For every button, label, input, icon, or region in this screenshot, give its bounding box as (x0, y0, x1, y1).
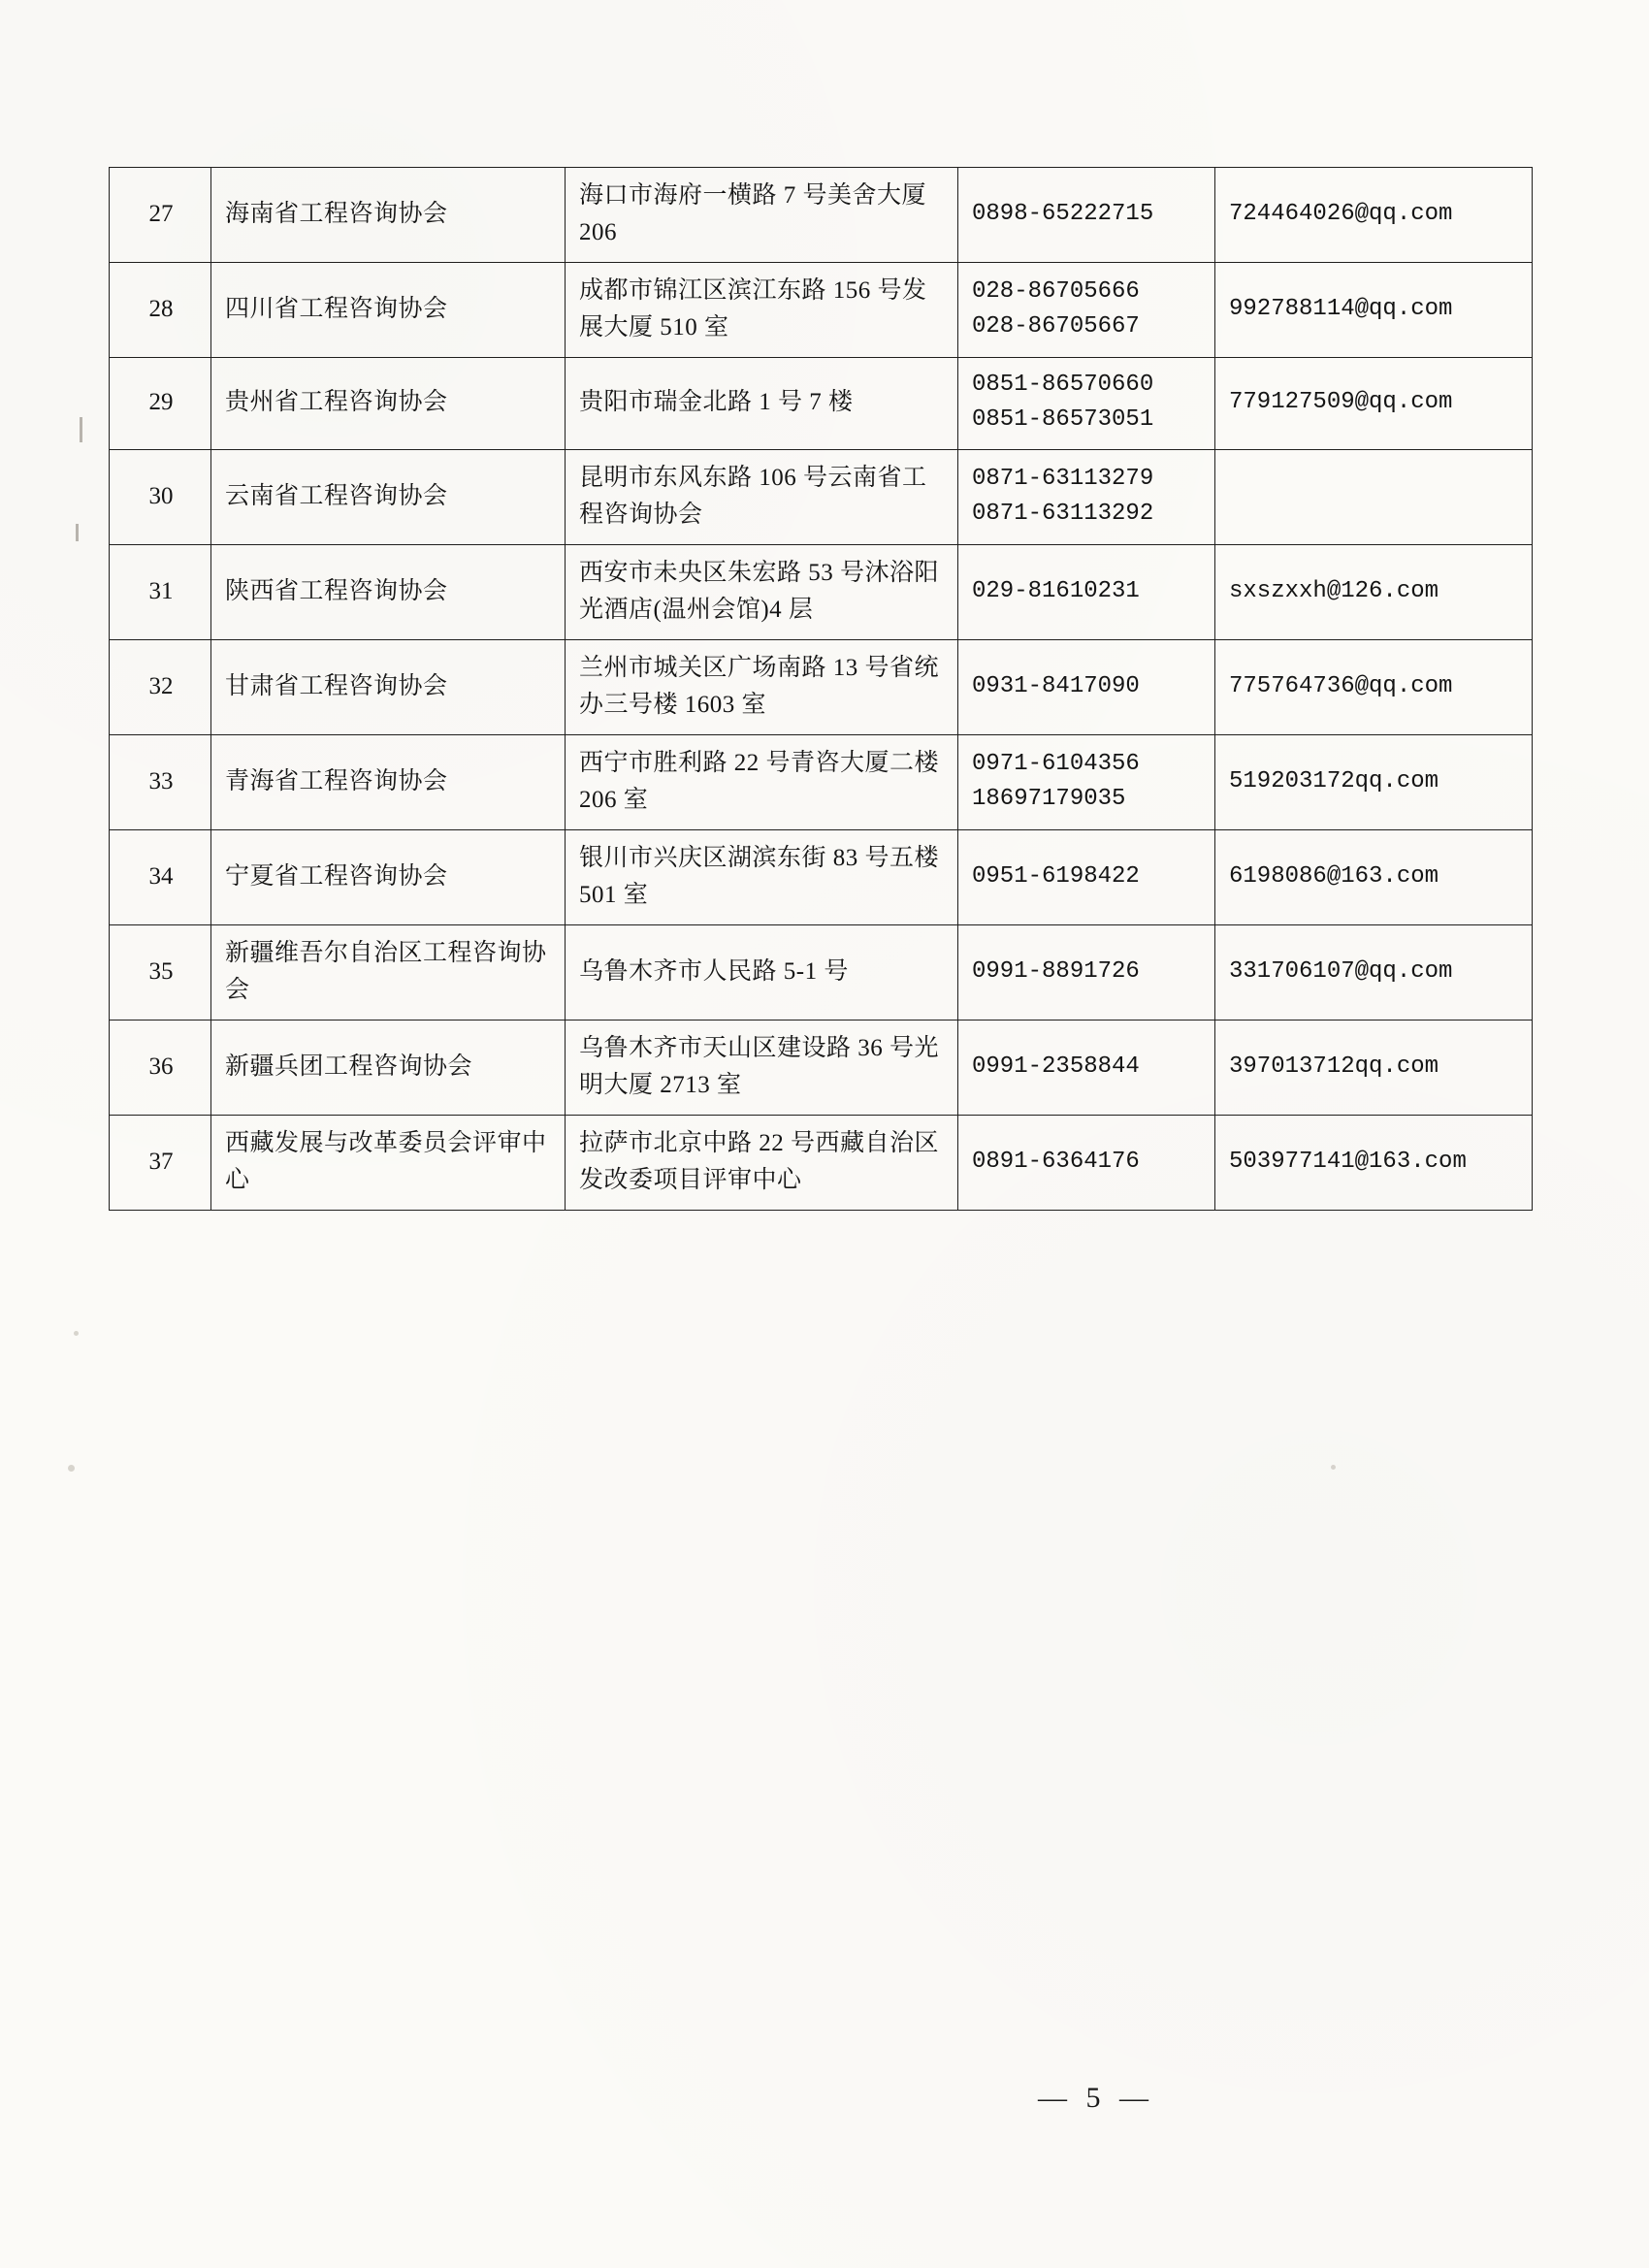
phone-line: 0891-6364176 (972, 1148, 1140, 1175)
organization-name: 四川省工程咨询协会 (211, 263, 566, 358)
organization-email (1215, 735, 1533, 830)
organization-phone (958, 1116, 1215, 1211)
organization-address: 乌鲁木齐市天山区建设路 36 号光明大厦 2713 室 (566, 1021, 958, 1116)
organization-address: 西宁市胜利路 22 号青咨大厦二楼 206 室 (566, 735, 958, 830)
phone-line: 028-86705666 (972, 277, 1140, 305)
scan-speck (68, 1465, 75, 1472)
page-number: — 5 — (1038, 2082, 1154, 2114)
organization-phone (958, 545, 1215, 640)
organization-phone (958, 358, 1215, 450)
row-index: 34 (110, 830, 211, 925)
scan-speck (74, 1331, 79, 1336)
row-index: 32 (110, 640, 211, 735)
organization-email (1215, 263, 1533, 358)
row-index: 27 (110, 168, 211, 263)
table-row (110, 168, 1533, 263)
organization-address: 拉萨市北京中路 22 号西藏自治区发改委项目评审中心 (566, 1116, 958, 1211)
phone-line: 028-86705667 (972, 312, 1140, 340)
row-index: 28 (110, 263, 211, 358)
organization-email (1215, 450, 1533, 545)
row-index: 36 (110, 1021, 211, 1116)
email-line: 6198086@163.com (1229, 862, 1439, 890)
organization-name: 陕西省工程咨询协会 (211, 545, 566, 640)
phone-line: 0991-8891726 (972, 957, 1140, 985)
phone-line: 0898-65222715 (972, 200, 1154, 227)
email-line: 397013712qq.com (1229, 1053, 1439, 1080)
organization-phone (958, 925, 1215, 1021)
phone-line: 0991-2358844 (972, 1053, 1140, 1080)
organization-address: 成都市锦江区滨江东路 156 号发展大厦 510 室 (566, 263, 958, 358)
organization-name: 甘肃省工程咨询协会 (211, 640, 566, 735)
email-line: sxszxxh@126.com (1229, 577, 1439, 604)
organization-address: 昆明市东风东路 106 号云南省工程咨询协会 (566, 450, 958, 545)
phone-line: 0951-6198422 (972, 862, 1140, 890)
organization-email (1215, 358, 1533, 450)
table-row (110, 1116, 1533, 1211)
organization-address: 贵阳市瑞金北路 1 号 7 楼 (566, 358, 958, 450)
row-index: 31 (110, 545, 211, 640)
email-line: 519203172qq.com (1229, 767, 1439, 794)
email-line: 775764736@qq.com (1229, 672, 1453, 699)
organization-name: 新疆维吾尔自治区工程咨询协会 (211, 925, 566, 1021)
organization-phone (958, 1021, 1215, 1116)
table-row (110, 925, 1533, 1021)
table-row (110, 1021, 1533, 1116)
organization-name: 宁夏省工程咨询协会 (211, 830, 566, 925)
organization-phone (958, 168, 1215, 263)
table-row (110, 735, 1533, 830)
phone-line: 18697179035 (972, 785, 1126, 812)
phone-line: 029-81610231 (972, 577, 1140, 604)
organization-phone (958, 450, 1215, 545)
organization-address: 银川市兴庆区湖滨东街 83 号五楼 501 室 (566, 830, 958, 925)
scan-artifact (76, 524, 79, 541)
organization-address: 兰州市城关区广场南路 13 号省统办三号楼 1603 室 (566, 640, 958, 735)
table-row (110, 830, 1533, 925)
organization-address: 西安市未央区朱宏路 53 号沐浴阳光酒店(温州会馆)4 层 (566, 545, 958, 640)
organization-email (1215, 830, 1533, 925)
organization-email (1215, 545, 1533, 640)
phone-line: 0871-63113279 (972, 465, 1154, 492)
phone-line: 0931-8417090 (972, 672, 1140, 699)
table-row (110, 640, 1533, 735)
organization-email (1215, 1116, 1533, 1211)
email-line: 779127509@qq.com (1229, 389, 1453, 415)
organization-phone (958, 640, 1215, 735)
row-index: 29 (110, 358, 211, 450)
email-line: 503977141@163.com (1229, 1148, 1467, 1175)
organization-name: 贵州省工程咨询协会 (211, 358, 566, 450)
table-body (110, 168, 1533, 1211)
table-row (110, 545, 1533, 640)
organization-name: 海南省工程咨询协会 (211, 168, 566, 263)
organization-phone (958, 735, 1215, 830)
organization-email (1215, 640, 1533, 735)
row-index: 35 (110, 925, 211, 1021)
organization-email (1215, 925, 1533, 1021)
organization-name: 西藏发展与改革委员会评审中心 (211, 1116, 566, 1211)
organization-email (1215, 1021, 1533, 1116)
organization-address: 海口市海府一横路 7 号美舍大厦 206 (566, 168, 958, 263)
table-row (110, 450, 1533, 545)
phone-line: 0851-86573051 (972, 406, 1154, 433)
organization-phone (958, 263, 1215, 358)
organization-name: 青海省工程咨询协会 (211, 735, 566, 830)
organization-address: 乌鲁木齐市人民路 5-1 号 (566, 925, 958, 1021)
organization-phone (958, 830, 1215, 925)
email-line: 992788114@qq.com (1229, 295, 1453, 322)
row-index: 37 (110, 1116, 211, 1211)
row-index: 33 (110, 735, 211, 830)
organization-email (1215, 168, 1533, 263)
consulting-associations-table (109, 167, 1533, 1211)
scan-speck (1331, 1465, 1336, 1470)
row-index: 30 (110, 450, 211, 545)
email-line: 724464026@qq.com (1229, 200, 1453, 227)
table-row (110, 263, 1533, 358)
phone-line: 0851-86570660 (972, 372, 1154, 398)
organization-name: 云南省工程咨询协会 (211, 450, 566, 545)
scan-artifact (80, 417, 82, 442)
table-row (110, 358, 1533, 450)
phone-line: 0871-63113292 (972, 500, 1154, 527)
organization-name: 新疆兵团工程咨询协会 (211, 1021, 566, 1116)
phone-line: 0971-6104356 (972, 750, 1140, 777)
email-line: 331706107@qq.com (1229, 957, 1453, 985)
